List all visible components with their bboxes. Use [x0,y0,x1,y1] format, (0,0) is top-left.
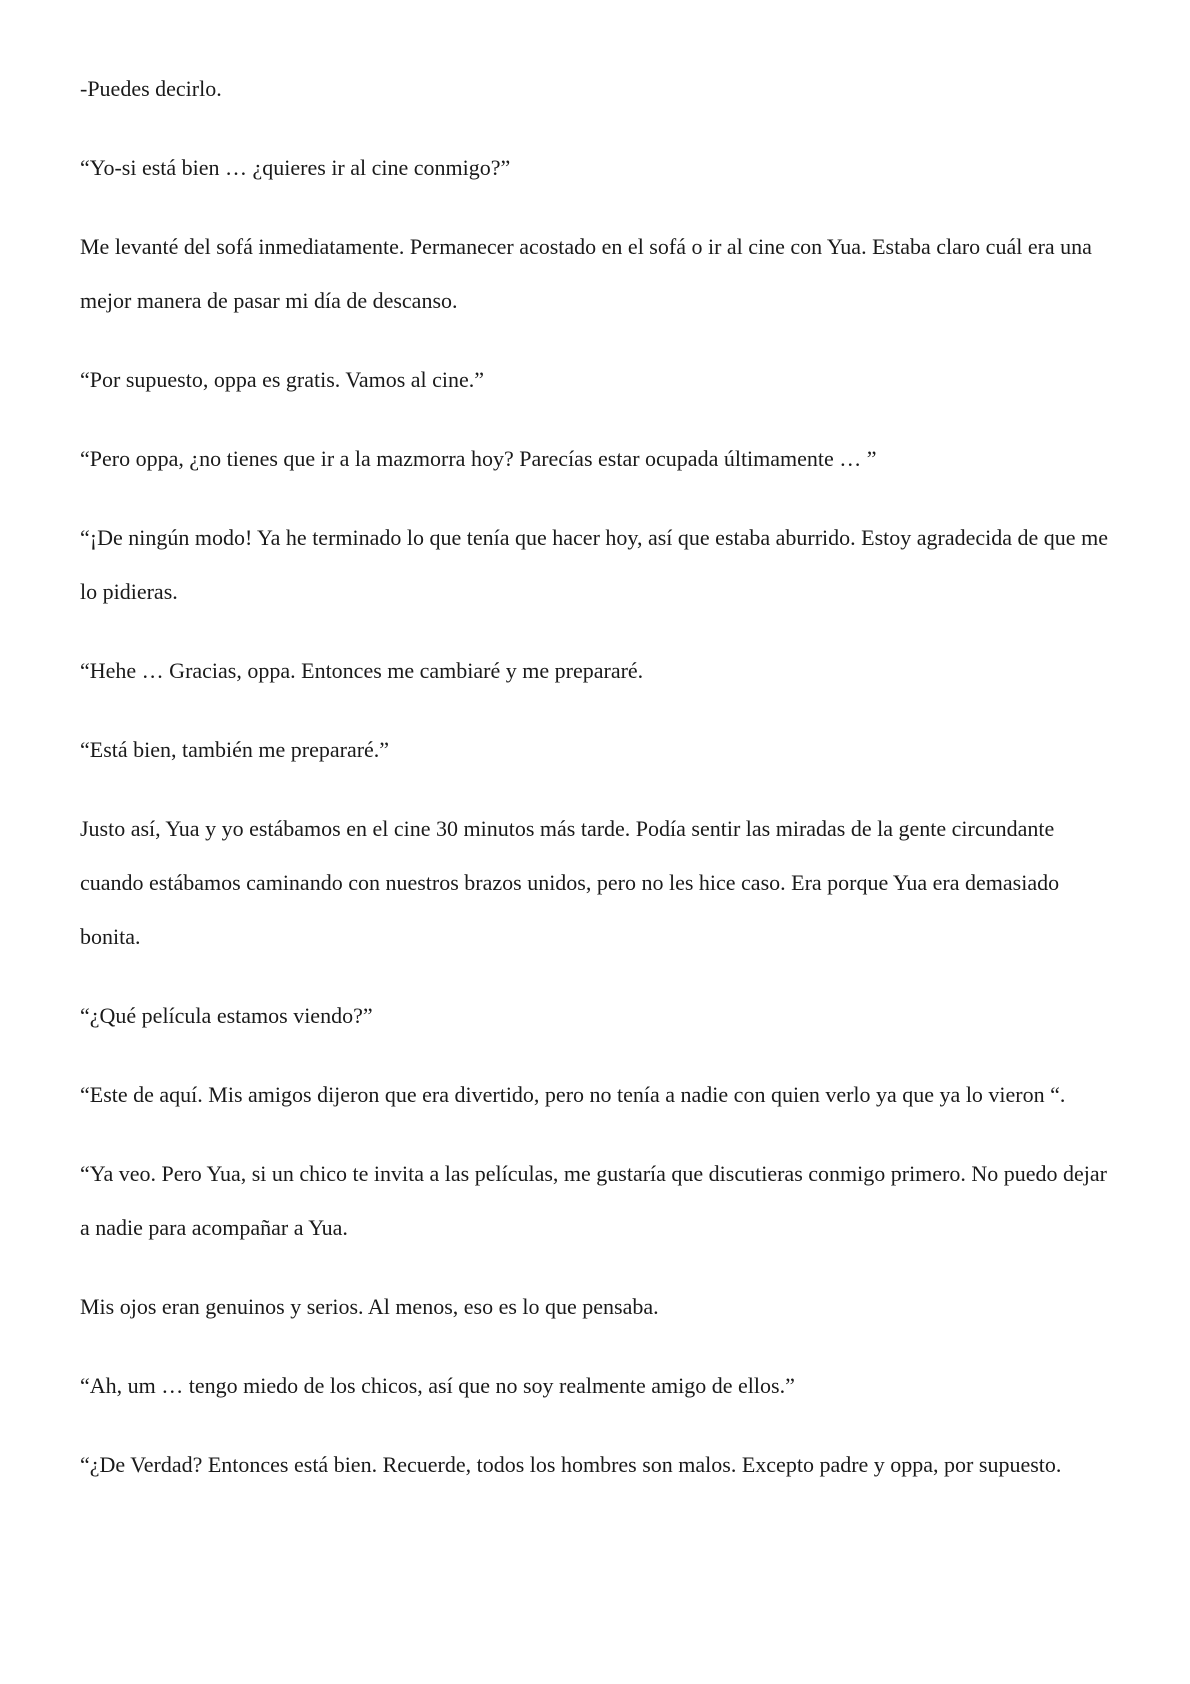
paragraph: “Yo-si está bien … ¿quieres ir al cine conmigo?” [80,155,511,180]
paragraph: Me levanté del sofá inmediatamente. Permanecer acostado en el sofá o ir al cine con Yua. Estaba claro cuál era una mejor manera de pasar mi día de descanso. [80,234,1092,313]
paragraph: “¿De Verdad? Entonces está bien. Recuerde, todos los hombres son malos. Excepto padre y oppa, por supuesto. [80,1452,1062,1477]
paragraph: “¿Qué película estamos viendo?” [80,1003,373,1028]
paragraph: “Por supuesto, oppa es gratis. Vamos al cine.” [80,367,485,392]
paragraph: “¡De ningún modo! Ya he terminado lo que tenía que hacer hoy, así que estaba aburrido. Estoy agradecida de que me lo pidieras. [80,525,1108,604]
paragraph: “Este de aquí. Mis amigos dijeron que era divertido, pero no tenía a nadie con quien verlo ya que ya lo vieron “. [80,1082,1066,1107]
paragraph: “Está bien, también me prepararé.” [80,737,390,762]
paragraph: “Ah, um … tengo miedo de los chicos, así que no soy realmente amigo de ellos.” [80,1373,795,1398]
paragraph: Justo así, Yua y yo estábamos en el cine 30 minutos más tarde. Podía sentir las miradas de la gente circundante cuando estábamos caminando con nuestros brazos unidos, pero no les hice caso. Era porque Yua era demasiado bonita. [80,816,1060,949]
paragraph: Mis ojos eran genuinos y serios. Al menos, eso es lo que pensaba. [80,1294,659,1319]
paragraph: “Pero oppa, ¿no tienes que ir a la mazmorra hoy? Parecías estar ocupada últimamente … ” [80,446,877,471]
paragraph: -Puedes decirlo. [80,76,222,101]
paragraph: “Ya veo. Pero Yua, si un chico te invita a las películas, me gustaría que discutieras conmigo primero. No puedo dejar a nadie para acompañar a Yua. [80,1161,1108,1240]
paragraph: “Hehe … Gracias, oppa. Entonces me cambiaré y me prepararé. [80,658,644,683]
